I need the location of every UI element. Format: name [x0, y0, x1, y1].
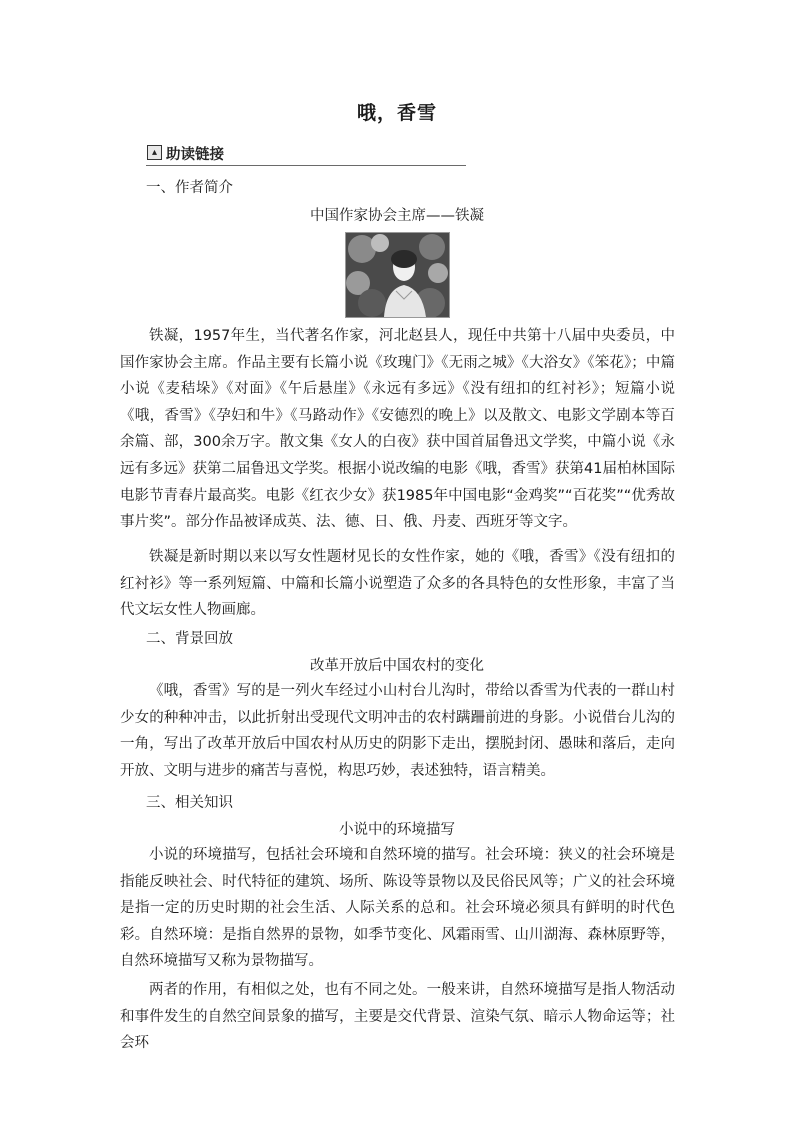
knowledge-paragraph-1: 小说的环境描写，包括社会环境和自然环境的描写。社会环境：狭义的社会环境是指能反映社会、时代特征的建筑、场所、陈设等景物以及民俗民风等；广义的社会环境是指一定的历史时期的社会生活、人际关系的总和。社会环境必须具有鲜明的时代色彩。自然环境：是指自然界的景物，如季节变化、风霜雨雪、山川湖海、森林原野等，自然环境描写又称为景物描写。	[120, 847, 675, 970]
author-paragraph-2: 铁凝是新时期以来以写女性题材见长的女性作家，她的《哦，香雪》《没有纽扣的红衬衫》等一系列短篇、中篇和长篇小说塑造了众多的各具特色的女性形象，丰富了当代文坛女性人物画廊。	[120, 549, 675, 619]
author-paragraph-1: 铁凝，1957年生，当代著名作家，河北赵县人，现任中共第十八届中央委员，中国作家协会主席。作品主要有长篇小说《玫瑰门》《无雨之城》《大浴女》《笨花》；中篇小说《麦秸垛》《对面》《午后悬崖》《永远有多远》《没有纽扣的红衬衫》；短篇小说《哦，香雪》《孕妇和牛》《马路动作》《安德烈的晚上》以及散文、电影文学剧本等百余篇、部，300余万字。散文集《女人的白夜》获中国首届鲁迅文学奖，中篇小说《永远有多远》获第二届鲁迅文学奖。根据小说改编的电影《哦，香雪》获第41届柏林国际电影节青春片最高奖。电影《红衣少女》获1985年中国电影“金鸡奖”“百花奖”“优秀故事片奖”。部分作品被译成英、法、德、日、俄、丹麦、西班牙等文字。	[120, 328, 675, 531]
background-heading: 二、背景回放	[146, 631, 233, 647]
background-paragraph: 《哦，香雪》写的是一列火车经过小山村台儿沟时，带给以香雪为代表的一群山村少女的种种冲击，以此折射出受现代文明冲击的农村蹒跚前进的身影。小说借台儿沟的一角，写出了改革开放后中国农村从历史的阴影下走出，摆脱封闭、愚昧和落后，走向开放、文明与进步的痛苦与喜悦，构思巧妙，表述独特，语言精美。	[120, 683, 675, 779]
book-icon: ▴	[147, 145, 162, 160]
author-heading: 一、作者简介	[146, 180, 233, 196]
page-title: 哦，香雪	[356, 102, 437, 124]
author-portrait-image	[345, 232, 450, 318]
knowledge-subtitle: 小说中的环境描写	[339, 822, 455, 838]
reading-link-label: 助读链接	[166, 147, 224, 163]
reading-link-header	[146, 143, 466, 166]
author-subtitle: 中国作家协会主席——铁凝	[310, 208, 484, 224]
knowledge-heading: 三、相关知识	[146, 795, 233, 811]
knowledge-paragraph-2: 两者的作用，有相似之处，也有不同之处。一般来讲，自然环境描写是指人物活动和事件发生的自然空间景象的描写，主要是交代背景、渲染气氛、暗示人物命运等；社会环	[120, 982, 675, 1052]
background-subtitle: 改革开放后中国农村的变化	[310, 658, 484, 674]
